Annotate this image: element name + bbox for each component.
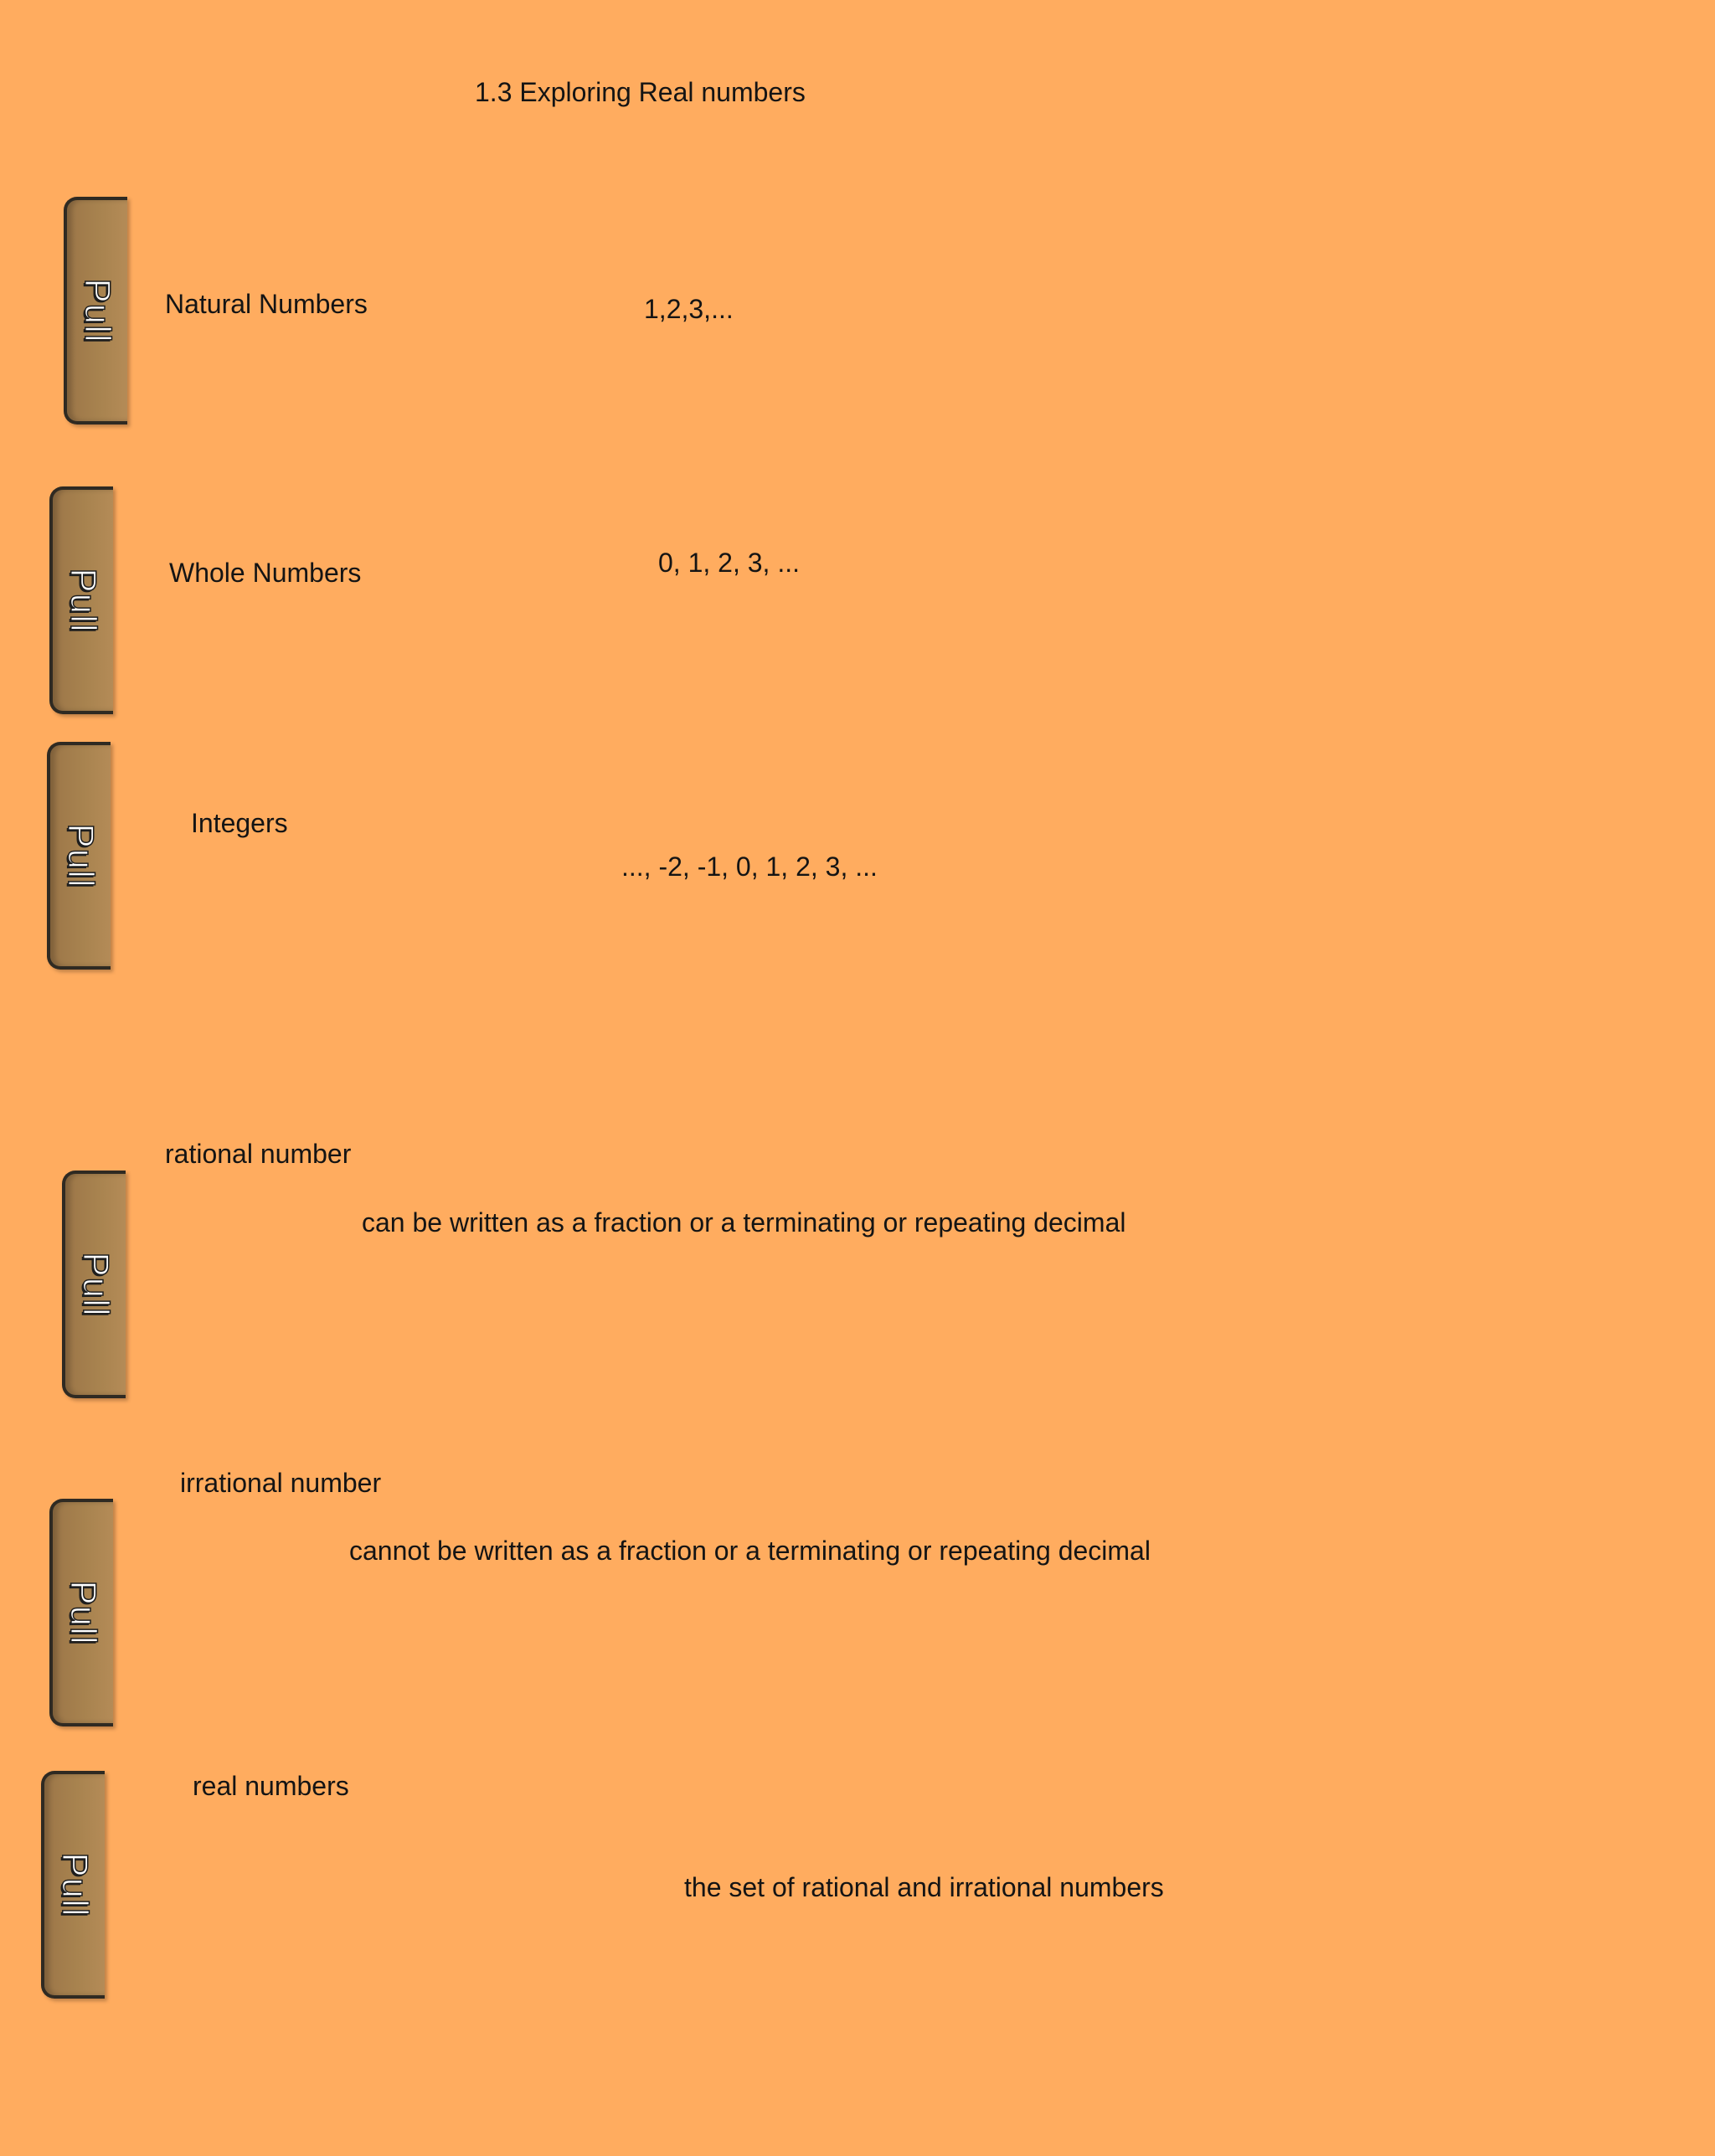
pull-tab-real-numbers[interactable] bbox=[41, 1771, 105, 1999]
term-irrational-number: irrational number bbox=[180, 1468, 382, 1498]
definition-whole-numbers: 0, 1, 2, 3, ... bbox=[658, 548, 800, 578]
pull-tab-natural-numbers[interactable] bbox=[64, 197, 127, 425]
pull-label: Pull bbox=[75, 1252, 116, 1317]
pull-label: Pull bbox=[60, 823, 101, 888]
pull-tab-integers[interactable] bbox=[47, 742, 111, 970]
pull-label: Pull bbox=[63, 1580, 104, 1645]
pull-label: Pull bbox=[63, 568, 104, 633]
term-natural-numbers: Natural Numbers bbox=[165, 289, 368, 319]
definition-rational-number: can be written as a fraction or a terminating or repeating decimal bbox=[362, 1207, 1126, 1238]
term-real-numbers: real numbers bbox=[193, 1771, 349, 1801]
page-title: 1.3 Exploring Real numbers bbox=[475, 77, 806, 107]
definition-integers: ..., -2, -1, 0, 1, 2, 3, ... bbox=[621, 852, 878, 882]
pull-label: Pull bbox=[77, 278, 118, 343]
definition-natural-numbers: 1,2,3,... bbox=[644, 294, 734, 324]
pull-label: Pull bbox=[54, 1852, 95, 1917]
term-whole-numbers: Whole Numbers bbox=[169, 558, 362, 588]
term-integers: Integers bbox=[191, 808, 288, 838]
pull-tab-rational-number[interactable] bbox=[62, 1171, 126, 1398]
term-rational-number: rational number bbox=[165, 1139, 352, 1169]
pull-tab-whole-numbers[interactable] bbox=[49, 486, 113, 714]
definition-real-numbers: the set of rational and irrational numbers bbox=[684, 1872, 1164, 1902]
pull-tab-irrational-number[interactable] bbox=[49, 1499, 113, 1726]
definition-irrational-number: cannot be written as a fraction or a terminating or repeating decimal bbox=[349, 1536, 1151, 1566]
